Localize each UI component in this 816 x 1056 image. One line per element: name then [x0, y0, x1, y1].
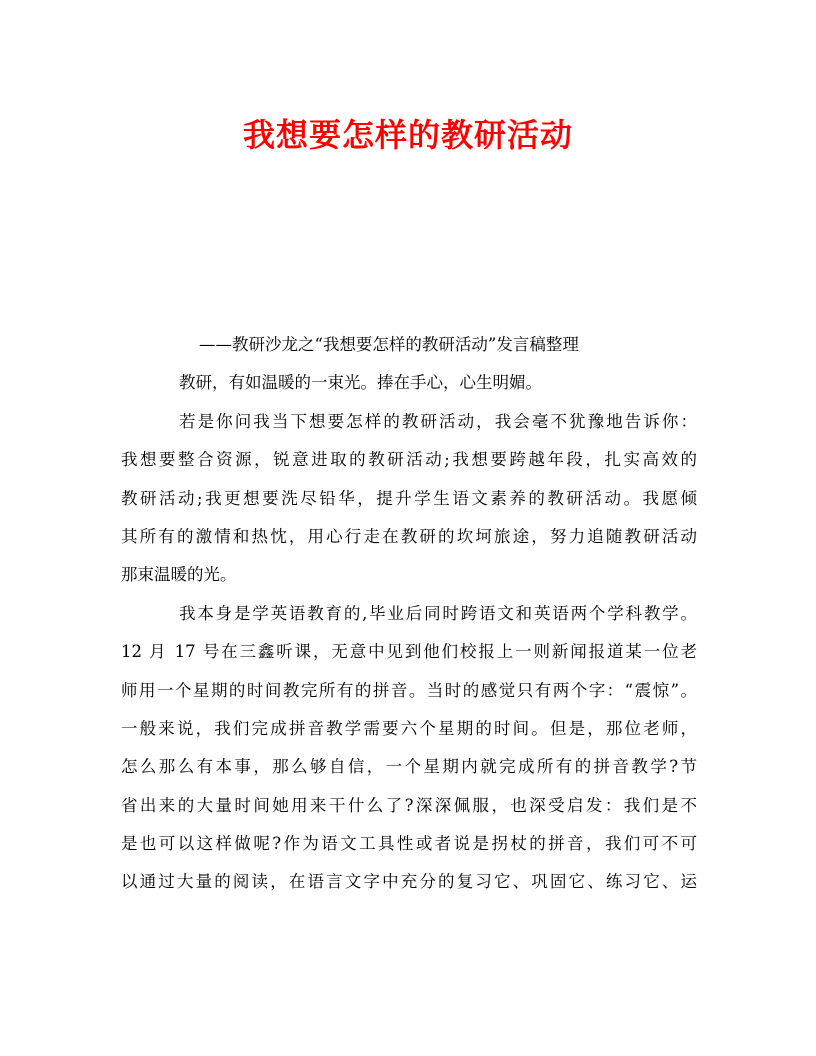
paragraph-line: 是也可以这样做呢?作为语文工具性或者说是拐杖的拼音，我们可不可	[121, 834, 697, 854]
paragraph-line: 我本身是学英语教育的,毕业后同时跨语文和英语两个学科教学。	[179, 603, 697, 623]
paragraph-line: 怎么那么有本事，那么够自信，一个星期内就完成所有的拼音教学?节	[121, 757, 697, 777]
paragraph-line: 若是你问我当下想要怎样的教研活动，我会毫不犹豫地告诉你：	[179, 411, 697, 431]
paragraph-line: 一般来说，我们完成拼音教学需要六个星期的时间。但是，那位老师，	[121, 718, 697, 738]
paragraph-line: 省出来的大量时间她用来干什么了?深深佩服，也深受启发：我们是不	[121, 795, 697, 815]
paragraph-line: 教研，有如温暖的一束光。捧在手心，心生明媚。	[179, 373, 542, 393]
paragraph-line: 其所有的激情和热忱，用心行走在教研的坎坷旅途，努力追随教研活动	[121, 526, 697, 546]
paragraph-line: 我想要整合资源，锐意进取的教研活动;我想要跨越年段，扎实高效的	[121, 450, 697, 470]
subtitle-line: ——教研沙龙之“我想要怎样的教研活动”发言稿整理	[199, 335, 579, 354]
paragraph-line: 师用一个星期的时间教完所有的拼音。当时的感觉只有两个字：“震惊”。	[121, 680, 697, 700]
paragraph-line: 12 月 17 号在三鑫听课，无意中见到他们校报上一则新闻报道某一位老	[121, 642, 697, 662]
document-title: 我想要怎样的教研活动	[242, 116, 573, 154]
paragraph-line: 以通过大量的阅读，在语言文字中充分的复习它、巩固它、练习它、运	[121, 872, 697, 892]
paragraph-line: 那束温暖的光。	[121, 565, 237, 585]
paragraph-line: 教研活动;我更想要洗尽铅华，提升学生语文素养的教研活动。我愿倾	[121, 488, 697, 508]
document-body	[121, 326, 697, 902]
